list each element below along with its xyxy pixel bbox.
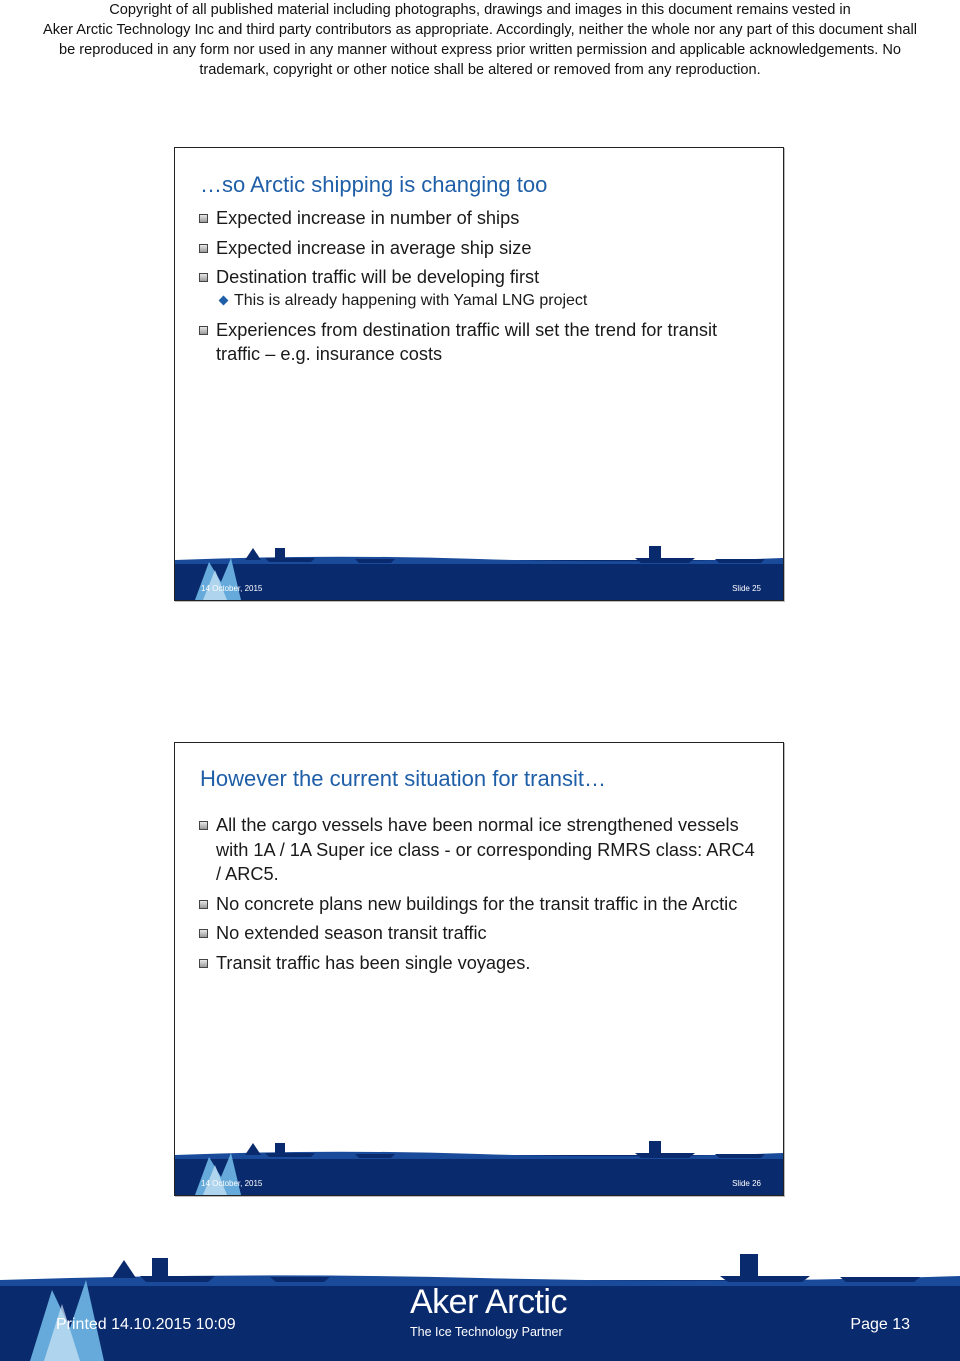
sub-bullet-item: This is already happening with Yamal LNG project (199, 290, 763, 312)
copyright-line: Aker Arctic Technology Inc and third party contributors as appropriate. Accordingly, neither the whole nor any part of this document shall (43, 22, 917, 38)
bullet-item: No extended season transit traffic (199, 921, 763, 946)
bullet-item: Transit traffic has been single voyages. (199, 951, 763, 976)
brand-logo-text: Aker Arctic (410, 1283, 567, 1321)
bullet-item: All the cargo vessels have been normal ice strengthened vessels with 1A / 1A Super ice class - or corresponding RMRS class: ARC4 / ARC5. (199, 813, 763, 887)
bullet-item: Expected increase in average ship size (199, 236, 763, 261)
bullet-item: No concrete plans new buildings for the transit traffic in the Arctic (199, 892, 763, 917)
brand-tagline: The Ice Technology Partner (410, 1325, 563, 1339)
bullet-item: Destination traffic will be developing first (199, 265, 763, 290)
bullet-item: Expected increase in number of ships (199, 206, 763, 231)
page-footer (0, 1240, 960, 1361)
slide-title: …so Arctic shipping is changing too (200, 172, 548, 197)
slide-date: 14 October, 2015 (201, 1179, 263, 1188)
bullet-list (199, 206, 763, 367)
page-number: Page 13 (850, 1316, 910, 1333)
copyright-line: trademark, copyright or other notice shall be altered or removed from any reproduction. (199, 62, 761, 78)
arctic-sea-graphic (175, 540, 783, 600)
slide-date: 14 October, 2015 (201, 584, 263, 593)
slide-footer (175, 1135, 783, 1195)
printed-timestamp: Printed 14.10.2015 10:09 (56, 1316, 236, 1333)
bullet-list (199, 813, 763, 975)
slide-25 (174, 147, 784, 601)
slide-number: Slide 25 (732, 584, 761, 593)
slide-26 (174, 742, 784, 1196)
slide-footer (175, 540, 783, 600)
arctic-sea-graphic (175, 1135, 783, 1195)
copyright-notice (0, 0, 960, 80)
slide-number: Slide 26 (732, 1179, 761, 1188)
copyright-line: be reproduced in any form nor used in any manner without express prior written permission and applicable acknowledgements. No (58, 42, 902, 58)
copyright-line: Copyright of all published material including photographs, drawings and images in this document remains vested in (109, 2, 851, 18)
slide-title: However the current situation for transit… (200, 766, 606, 791)
bullet-item: Experiences from destination traffic will set the trend for transit traffic – e.g. insurance costs (199, 318, 763, 367)
